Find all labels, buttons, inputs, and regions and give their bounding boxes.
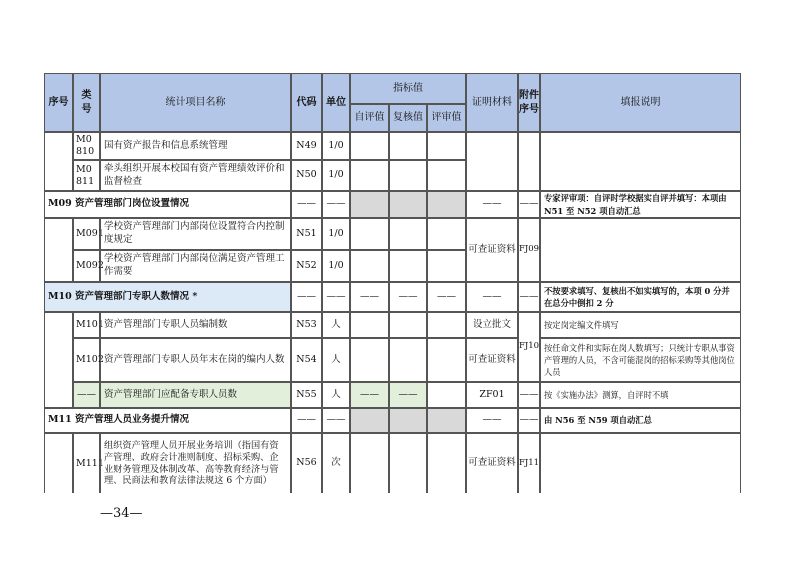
evidence-text: 可查证资料 (468, 457, 516, 469)
code-cell (291, 382, 322, 408)
item-name-text: 国有资产报告和信息系统管理 (104, 139, 228, 151)
code-text: N56 (296, 457, 317, 469)
dash-text: —— (326, 414, 346, 426)
category-text: M0811 (76, 163, 95, 187)
unit-text: 人 (331, 318, 341, 330)
review-cell[interactable] (389, 312, 427, 338)
header-review-value-text: 复核值 (393, 112, 423, 124)
header-evidence-text: 证明材料 (472, 96, 512, 108)
audit-cell (427, 408, 466, 433)
header-review-value (389, 104, 427, 132)
code-cell (291, 282, 322, 312)
header-self-eval-text: 自评值 (354, 112, 385, 124)
audit-cell (427, 191, 466, 218)
unit-cell (322, 218, 350, 250)
unit-text: 次 (331, 457, 341, 469)
seq-cell (44, 312, 73, 408)
unit-text: 人 (331, 388, 341, 400)
instructions-text: 按任命文件和实际在岗人数填写；只统计专职从事资产管理的人员，不含可能混岗的招标采购等其他岗位人员 (544, 342, 735, 377)
code-cell (291, 218, 322, 250)
evidence-cell (466, 382, 518, 408)
instructions-text: 由 N56 至 N59 项自动汇总 (544, 415, 652, 426)
dash-text: —— (297, 198, 316, 210)
category-text: M102 (76, 354, 104, 366)
self-eval-cell (350, 408, 389, 433)
instructions-cell (540, 218, 741, 282)
code-cell (291, 433, 322, 493)
category-text: M091 (76, 228, 104, 240)
header-item-name (100, 73, 291, 132)
item-name-cell (100, 250, 291, 282)
item-name-text: 组织资产管理人员开展业务培训（指国有资产管理、政府会计准则制度、招标采购、企业财务管理及体制改革、高等教育经济与管理、民商法和教育法律法规这 6 个方面） (104, 439, 279, 487)
dash-text: —— (519, 388, 539, 400)
evidence-cell (466, 191, 518, 218)
category-cell (73, 218, 104, 250)
dash-text: —— (519, 198, 539, 210)
header-audit-value (427, 104, 466, 132)
evidence-text: 可查证资料 (468, 243, 516, 255)
dash-text: —— (482, 290, 502, 302)
instructions-cell (540, 382, 741, 408)
page-number: —34— (100, 506, 143, 521)
code-text: N51 (296, 227, 317, 239)
header-unit (322, 73, 350, 132)
section-title-text: M11 资产管理人员业务提升情况 (48, 414, 190, 426)
header-code-text: 代码 (296, 96, 317, 108)
code-cell (291, 338, 322, 382)
evidence-cell (466, 218, 518, 282)
instructions-cell (540, 132, 741, 191)
self-eval-cell[interactable] (350, 312, 389, 338)
self-eval-cell[interactable] (350, 250, 389, 282)
self-eval-cell (350, 382, 389, 408)
category-cell (73, 312, 104, 338)
review-cell[interactable] (389, 250, 427, 282)
item-name-text: 学校资产管理部门内部岗位设置符合内控制度规定 (104, 221, 285, 245)
category-text: M111 (76, 457, 104, 469)
dash-text: —— (482, 198, 502, 210)
header-evidence (466, 73, 518, 132)
audit-cell[interactable] (427, 132, 466, 160)
header-code (291, 73, 322, 132)
unit-cell (322, 382, 350, 408)
attachment-cell (518, 218, 540, 282)
code-text: N52 (296, 259, 317, 271)
unit-text: 1/0 (328, 259, 344, 271)
attachment-cell (518, 132, 540, 191)
audit-cell (427, 282, 466, 312)
section-title-text: M10 资产管理部门专职人数情况 * (48, 290, 198, 302)
header-attachment-no-text: 附件序号 (519, 90, 539, 115)
audit-cell[interactable] (427, 338, 466, 382)
code-cell (291, 132, 322, 160)
evidence-cell (466, 408, 518, 433)
unit-cell (322, 191, 350, 218)
category-text: M092 (76, 260, 104, 272)
attachment-cell (518, 191, 540, 218)
dash-text: —— (398, 388, 418, 400)
code-text: N53 (296, 318, 317, 330)
dash-text: —— (297, 290, 316, 302)
header-category (73, 73, 100, 132)
header-indicator-value (350, 73, 466, 104)
attachment-cell (518, 433, 540, 493)
unit-text: 1/0 (328, 227, 344, 239)
evidence-cell (466, 132, 518, 191)
item-name-cell (100, 312, 291, 338)
category-cell (73, 338, 104, 382)
audit-cell[interactable] (427, 433, 466, 493)
code-cell (291, 250, 322, 282)
header-category-text: 类号 (81, 90, 92, 115)
dash-text: —— (482, 414, 502, 426)
section-title-m09 (44, 191, 291, 218)
category-cell (73, 160, 100, 191)
seq-cell (44, 433, 73, 493)
unit-cell (322, 160, 350, 191)
review-cell[interactable] (389, 218, 427, 250)
code-cell (291, 191, 322, 218)
seq-cell (44, 218, 73, 282)
item-name-cell (100, 382, 291, 408)
evidence-text: ZF01 (479, 388, 505, 400)
dash-text: —— (519, 414, 539, 426)
audit-cell[interactable] (427, 218, 466, 250)
header-self-eval (350, 104, 389, 132)
self-eval-cell[interactable] (350, 338, 389, 382)
item-name-text: 学校资产管理部门内部岗位满足资产管理工作需要 (104, 253, 285, 277)
evidence-cell (466, 338, 518, 382)
category-text: M0810 (76, 134, 95, 157)
code-cell (291, 312, 322, 338)
review-cell[interactable] (389, 338, 427, 382)
audit-cell[interactable] (427, 382, 466, 408)
item-name-cell (100, 132, 291, 160)
category-text: M101 (76, 319, 104, 331)
attachment-text: FJ11 (518, 457, 540, 468)
category-text: —— (77, 388, 96, 400)
item-name-text: 资产管理部门专职人员编制数 (104, 318, 228, 330)
unit-cell (322, 312, 350, 338)
instructions-text: 按《实施办法》测算，自评时不填 (544, 389, 669, 400)
review-cell[interactable] (389, 160, 427, 191)
header-unit-text: 单位 (326, 96, 346, 108)
review-cell[interactable] (389, 433, 427, 493)
code-text: N55 (296, 388, 317, 400)
attachment-text: FJ09 (518, 244, 540, 255)
self-eval-cell (350, 282, 389, 312)
unit-cell (322, 132, 350, 160)
self-eval-cell[interactable] (350, 218, 389, 250)
header-seq-text: 序号 (48, 96, 69, 108)
unit-text: 1/0 (328, 139, 344, 151)
dash-text: —— (398, 290, 418, 302)
unit-cell (322, 338, 350, 382)
item-name-cell (100, 338, 291, 382)
header-attachment-no (518, 73, 540, 132)
unit-cell (322, 408, 350, 433)
evidence-cell (466, 282, 518, 312)
attachment-cell (518, 312, 540, 382)
instructions-cell (540, 338, 741, 382)
instructions-cell (540, 408, 741, 433)
audit-cell[interactable] (427, 160, 466, 191)
item-name-cell (100, 160, 291, 191)
instructions-cell (540, 191, 741, 218)
item-name-text: 资产管理部门应配备专职人员数 (104, 388, 238, 400)
code-text: N50 (296, 169, 317, 181)
item-name-text: 资产管理部门专职人员年末在岗的编内人数 (104, 353, 285, 365)
item-name-cell (100, 218, 291, 250)
evidence-text: 设立批文 (472, 318, 511, 330)
instructions-text: 专家评审项：自评时学校据实自评并填写：本项由 N51 至 N52 项自动汇总 (544, 193, 727, 216)
code-text: N49 (296, 139, 317, 151)
seq-cell (44, 132, 73, 191)
dash-text: —— (360, 388, 379, 400)
review-cell (389, 408, 427, 433)
section-title-m10 (44, 282, 291, 312)
section-title-text: M09 资产管理部门岗位设置情况 (48, 198, 190, 210)
category-cell (73, 132, 100, 160)
instructions-text: 按定岗定编文件填写 (544, 319, 619, 330)
evidence-cell (466, 312, 518, 338)
code-text: N54 (296, 353, 317, 365)
audit-cell[interactable] (427, 250, 466, 282)
dash-text: —— (360, 290, 379, 302)
item-name-cell (100, 433, 291, 493)
attachment-cell (518, 382, 540, 408)
header-item-name-text: 统计项目名称 (165, 96, 226, 108)
evidence-cell (466, 433, 518, 493)
dash-text: —— (297, 414, 316, 426)
header-seq (44, 73, 73, 132)
section-title-m11 (44, 408, 291, 433)
item-name-text: 牵头组织开展本校国有资产管理绩效评价和监督检查 (104, 162, 285, 187)
attachment-cell (518, 282, 540, 312)
unit-text: 1/0 (328, 169, 344, 181)
instructions-cell (540, 312, 741, 338)
evidence-text: 可查证资料 (468, 353, 516, 365)
self-eval-cell[interactable] (350, 433, 389, 493)
code-cell (291, 160, 322, 191)
self-eval-cell[interactable] (350, 160, 389, 191)
self-eval-cell (350, 191, 389, 218)
unit-cell (322, 433, 350, 493)
header-indicator-value-text: 指标值 (393, 82, 423, 94)
category-cell (73, 382, 100, 408)
review-cell (389, 282, 427, 312)
unit-cell (322, 250, 350, 282)
attachment-text: FJ10 (518, 341, 540, 352)
review-cell (389, 382, 427, 408)
dash-text: —— (437, 290, 456, 302)
header-audit-value-text: 评审值 (431, 112, 462, 124)
instructions-text: 不按要求填写、复核出不如实填写的，本项 0 分并在总分中倒扣 2 分 (544, 285, 730, 308)
code-cell (291, 408, 322, 433)
review-cell[interactable] (389, 132, 427, 160)
instructions-cell (540, 433, 741, 493)
header-instructions (540, 73, 741, 132)
category-cell (73, 250, 104, 282)
header-instructions-text: 填报说明 (620, 96, 661, 108)
self-eval-cell[interactable] (350, 132, 389, 160)
review-cell (389, 191, 427, 218)
unit-cell (322, 282, 350, 312)
attachment-cell (518, 408, 540, 433)
audit-cell[interactable] (427, 312, 466, 338)
dash-text: —— (326, 198, 346, 210)
dash-text: —— (519, 290, 539, 302)
category-cell (73, 433, 104, 493)
unit-text: 人 (331, 353, 341, 365)
instructions-cell (540, 282, 741, 312)
dash-text: —— (326, 290, 346, 302)
